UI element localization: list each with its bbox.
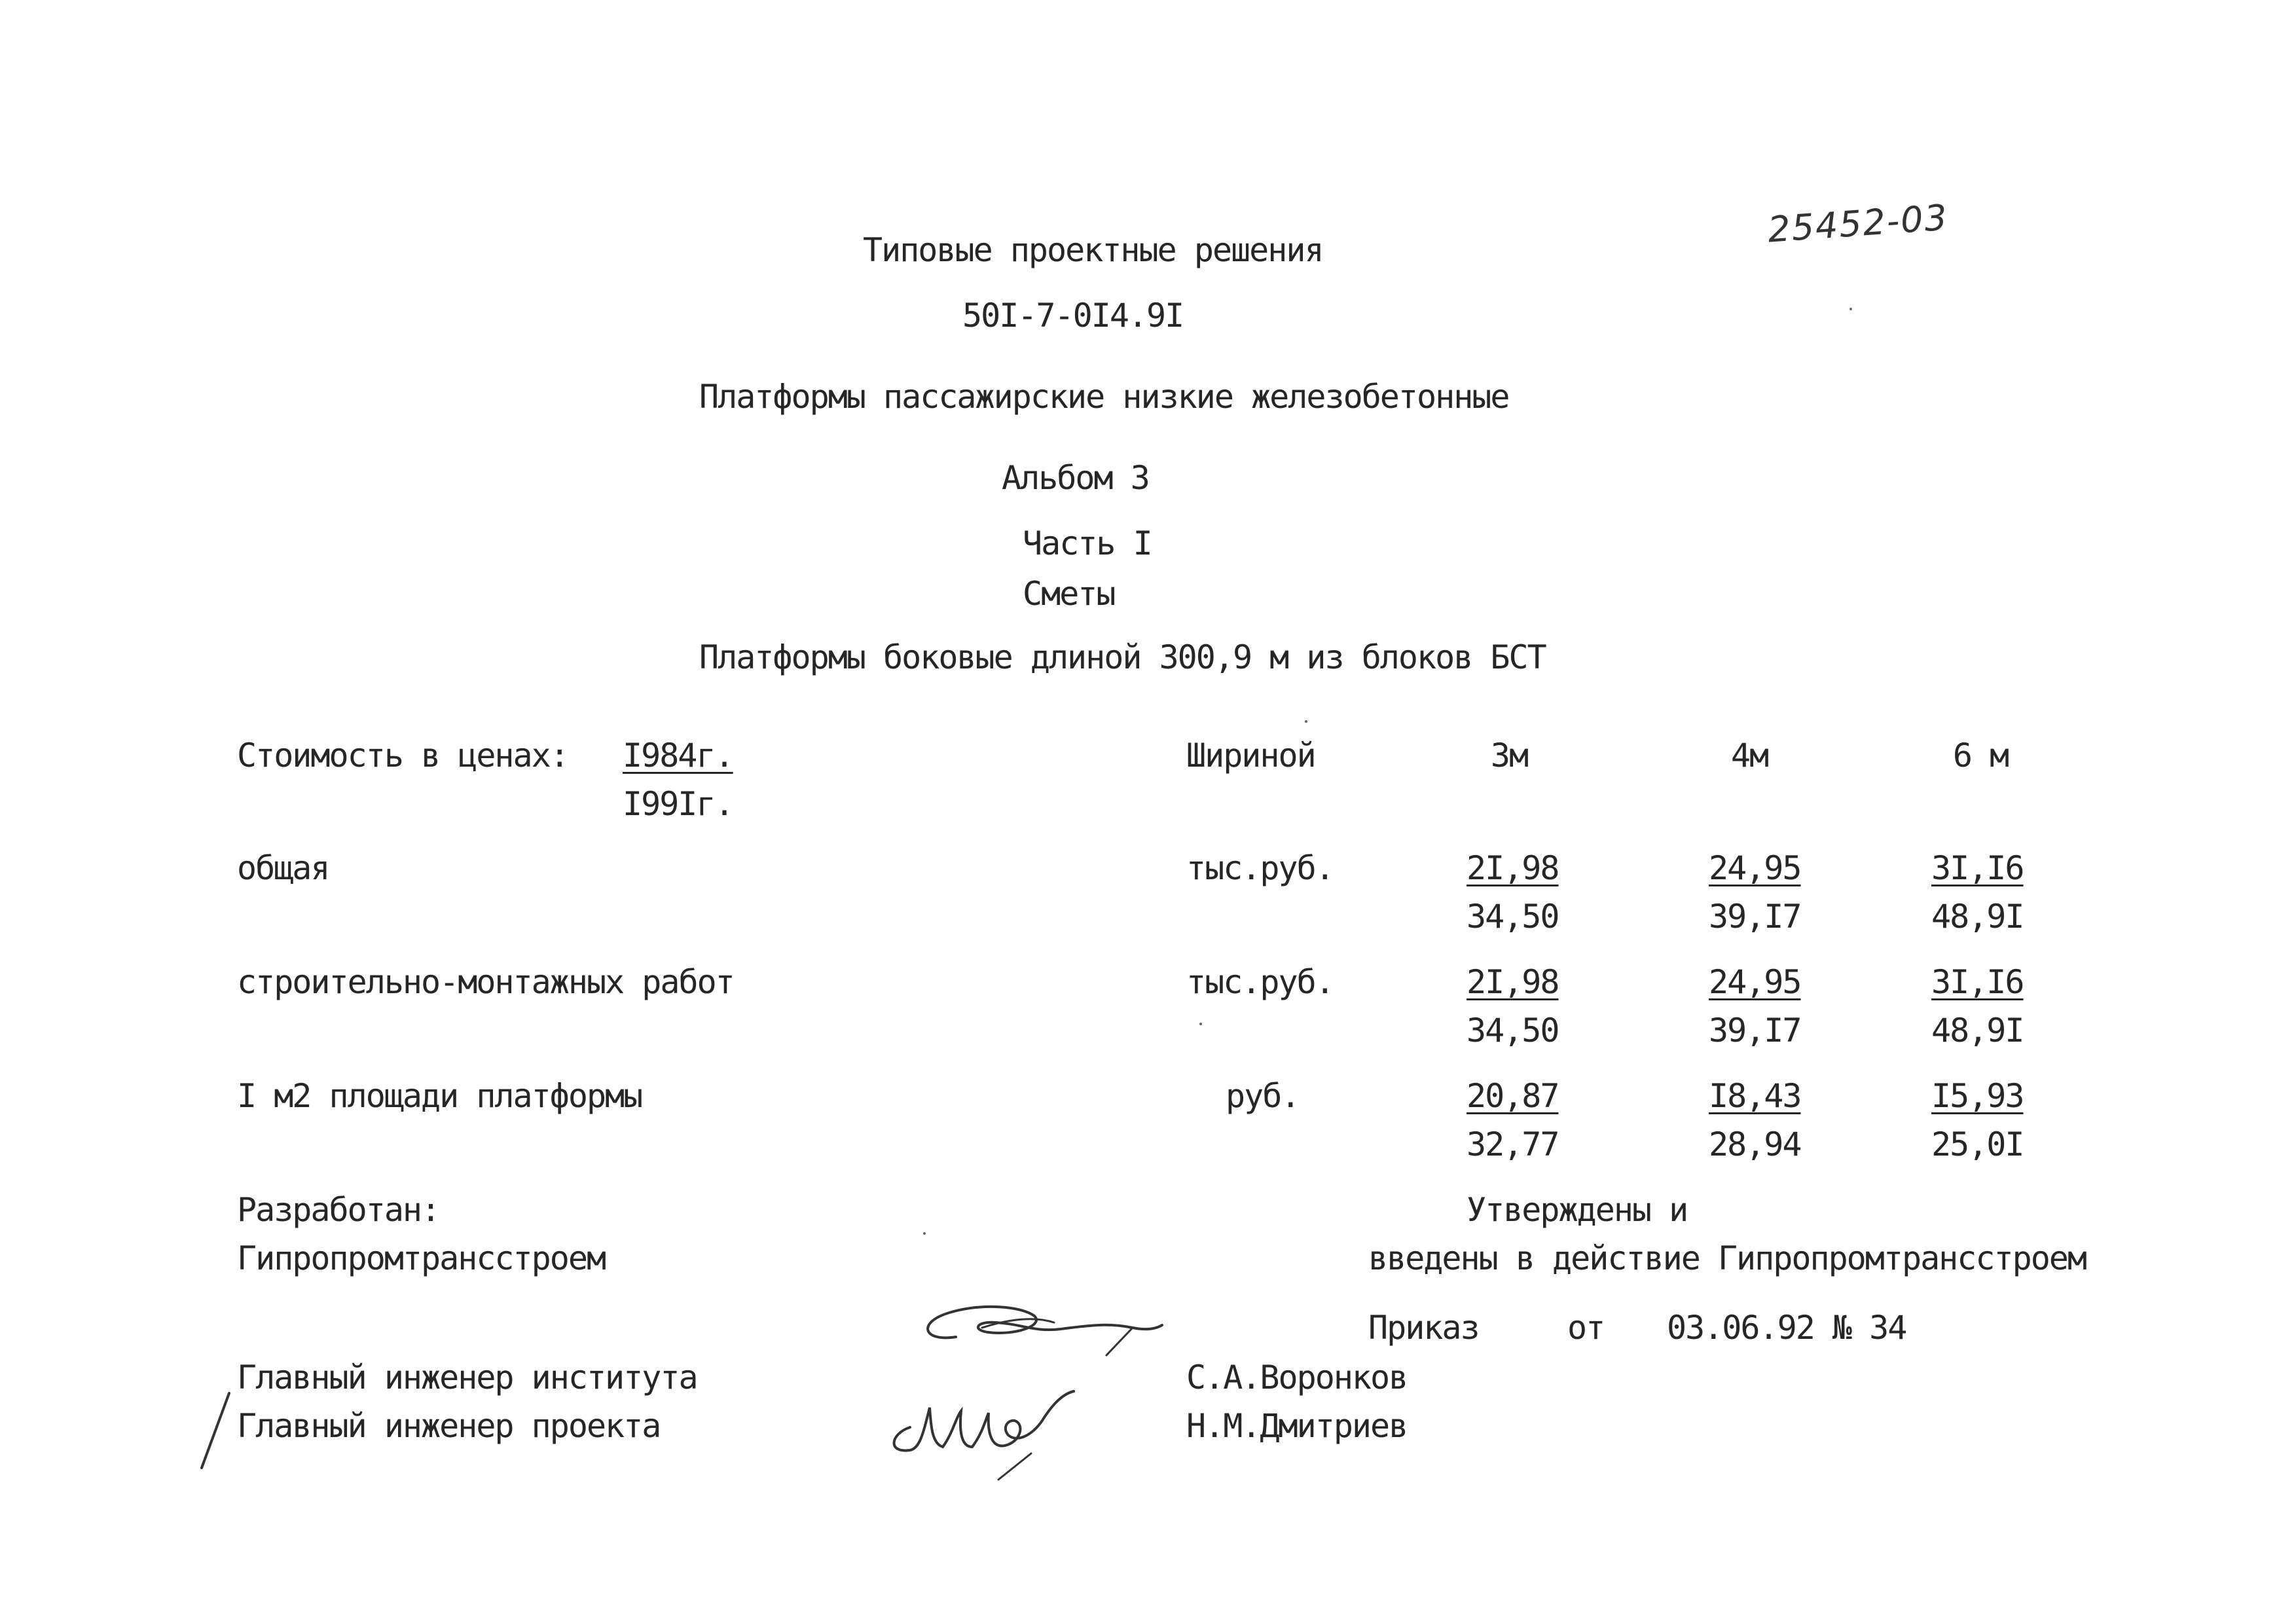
value-1991: 28,94 bbox=[1709, 1125, 1801, 1163]
developer-org: Гипропромтрансстроем bbox=[237, 1239, 606, 1277]
signatory-name: С.А.Воронков bbox=[1186, 1359, 1408, 1396]
speck bbox=[923, 1232, 926, 1235]
value-1984: I5,93 bbox=[1931, 1077, 2024, 1115]
value-1991: 39,I7 bbox=[1709, 1012, 1801, 1049]
approval-line-2: введены в действие Гипропромтрансстроем bbox=[1368, 1239, 2086, 1277]
value-1991: 48,9I bbox=[1931, 898, 2024, 936]
column-header-6m: 6 м bbox=[1952, 737, 2009, 775]
value-1991: 48,9I bbox=[1931, 1012, 2024, 1049]
width-label: Шириной bbox=[1186, 737, 1315, 775]
speck bbox=[1305, 720, 1307, 723]
price-year-1984: I984г. bbox=[623, 737, 733, 775]
value-1984: I8,43 bbox=[1709, 1077, 1801, 1115]
album-label: Альбом 3 bbox=[1002, 459, 1149, 497]
row-label-construction: строительно-монтажных работ bbox=[237, 963, 734, 1001]
value-1984: 20,87 bbox=[1467, 1077, 1559, 1115]
signature-dmitriev bbox=[884, 1381, 1113, 1486]
row-label-total: общая bbox=[237, 849, 329, 887]
document-code: 50I-7-0I4.9I bbox=[962, 297, 1184, 335]
approval-line-1: Утверждены и bbox=[1467, 1191, 1688, 1229]
order-date-number: 03.06.92 № 34 bbox=[1667, 1309, 1906, 1347]
signatory-name: Н.М.Дмитриев bbox=[1186, 1407, 1408, 1445]
value-1984: 2I,98 bbox=[1467, 849, 1559, 887]
row-unit: руб. bbox=[1226, 1077, 1300, 1115]
value-1984: 24,95 bbox=[1709, 963, 1801, 1001]
part-label: Часть I bbox=[1023, 524, 1152, 562]
price-label: Стоимость в ценах: bbox=[237, 737, 568, 775]
price-year-1991: I99Iг. bbox=[623, 785, 733, 823]
column-header-4m: 4м bbox=[1730, 737, 1768, 775]
column-header-3m: 3м bbox=[1490, 737, 1528, 775]
row-unit: тыс.руб. bbox=[1186, 963, 1334, 1001]
order-from: от bbox=[1567, 1309, 1605, 1347]
order-label: Приказ bbox=[1368, 1309, 1479, 1347]
value-1991: 34,50 bbox=[1467, 1012, 1559, 1049]
value-1991: 25,0I bbox=[1931, 1125, 2024, 1163]
value-1991: 32,77 bbox=[1467, 1125, 1559, 1163]
document-subtitle: Платформы боковые длиной 300,9 м из блоков БСТ bbox=[699, 638, 1546, 676]
handwritten-stamp-number: 25452-03 bbox=[1766, 196, 1950, 251]
speck bbox=[1850, 308, 1852, 310]
value-1991: 39,I7 bbox=[1709, 898, 1801, 936]
value-1984: 3I,I6 bbox=[1931, 849, 2024, 887]
series-title: Типовые проектные решения bbox=[863, 231, 1323, 269]
value-1984: 24,95 bbox=[1709, 849, 1801, 887]
value-1984: 3I,I6 bbox=[1931, 963, 2024, 1001]
section-label: Сметы bbox=[1023, 575, 1115, 613]
row-label-per-m2: I м2 площади платформы bbox=[237, 1077, 642, 1115]
document-title: Платформы пассажирские низкие железобетонные bbox=[699, 378, 1509, 416]
speck bbox=[1199, 1023, 1202, 1025]
row-unit: тыс.руб. bbox=[1186, 849, 1334, 887]
developer-label: Разработан: bbox=[237, 1191, 440, 1229]
value-1991: 34,50 bbox=[1467, 898, 1559, 936]
signatory-role: Главный инженер института bbox=[237, 1359, 697, 1396]
value-1984: 2I,98 bbox=[1467, 963, 1559, 1001]
signatory-role: Главный инженер проекта bbox=[237, 1407, 661, 1445]
signature-voronkov bbox=[910, 1296, 1172, 1368]
handwritten-slash-mark bbox=[196, 1388, 236, 1473]
